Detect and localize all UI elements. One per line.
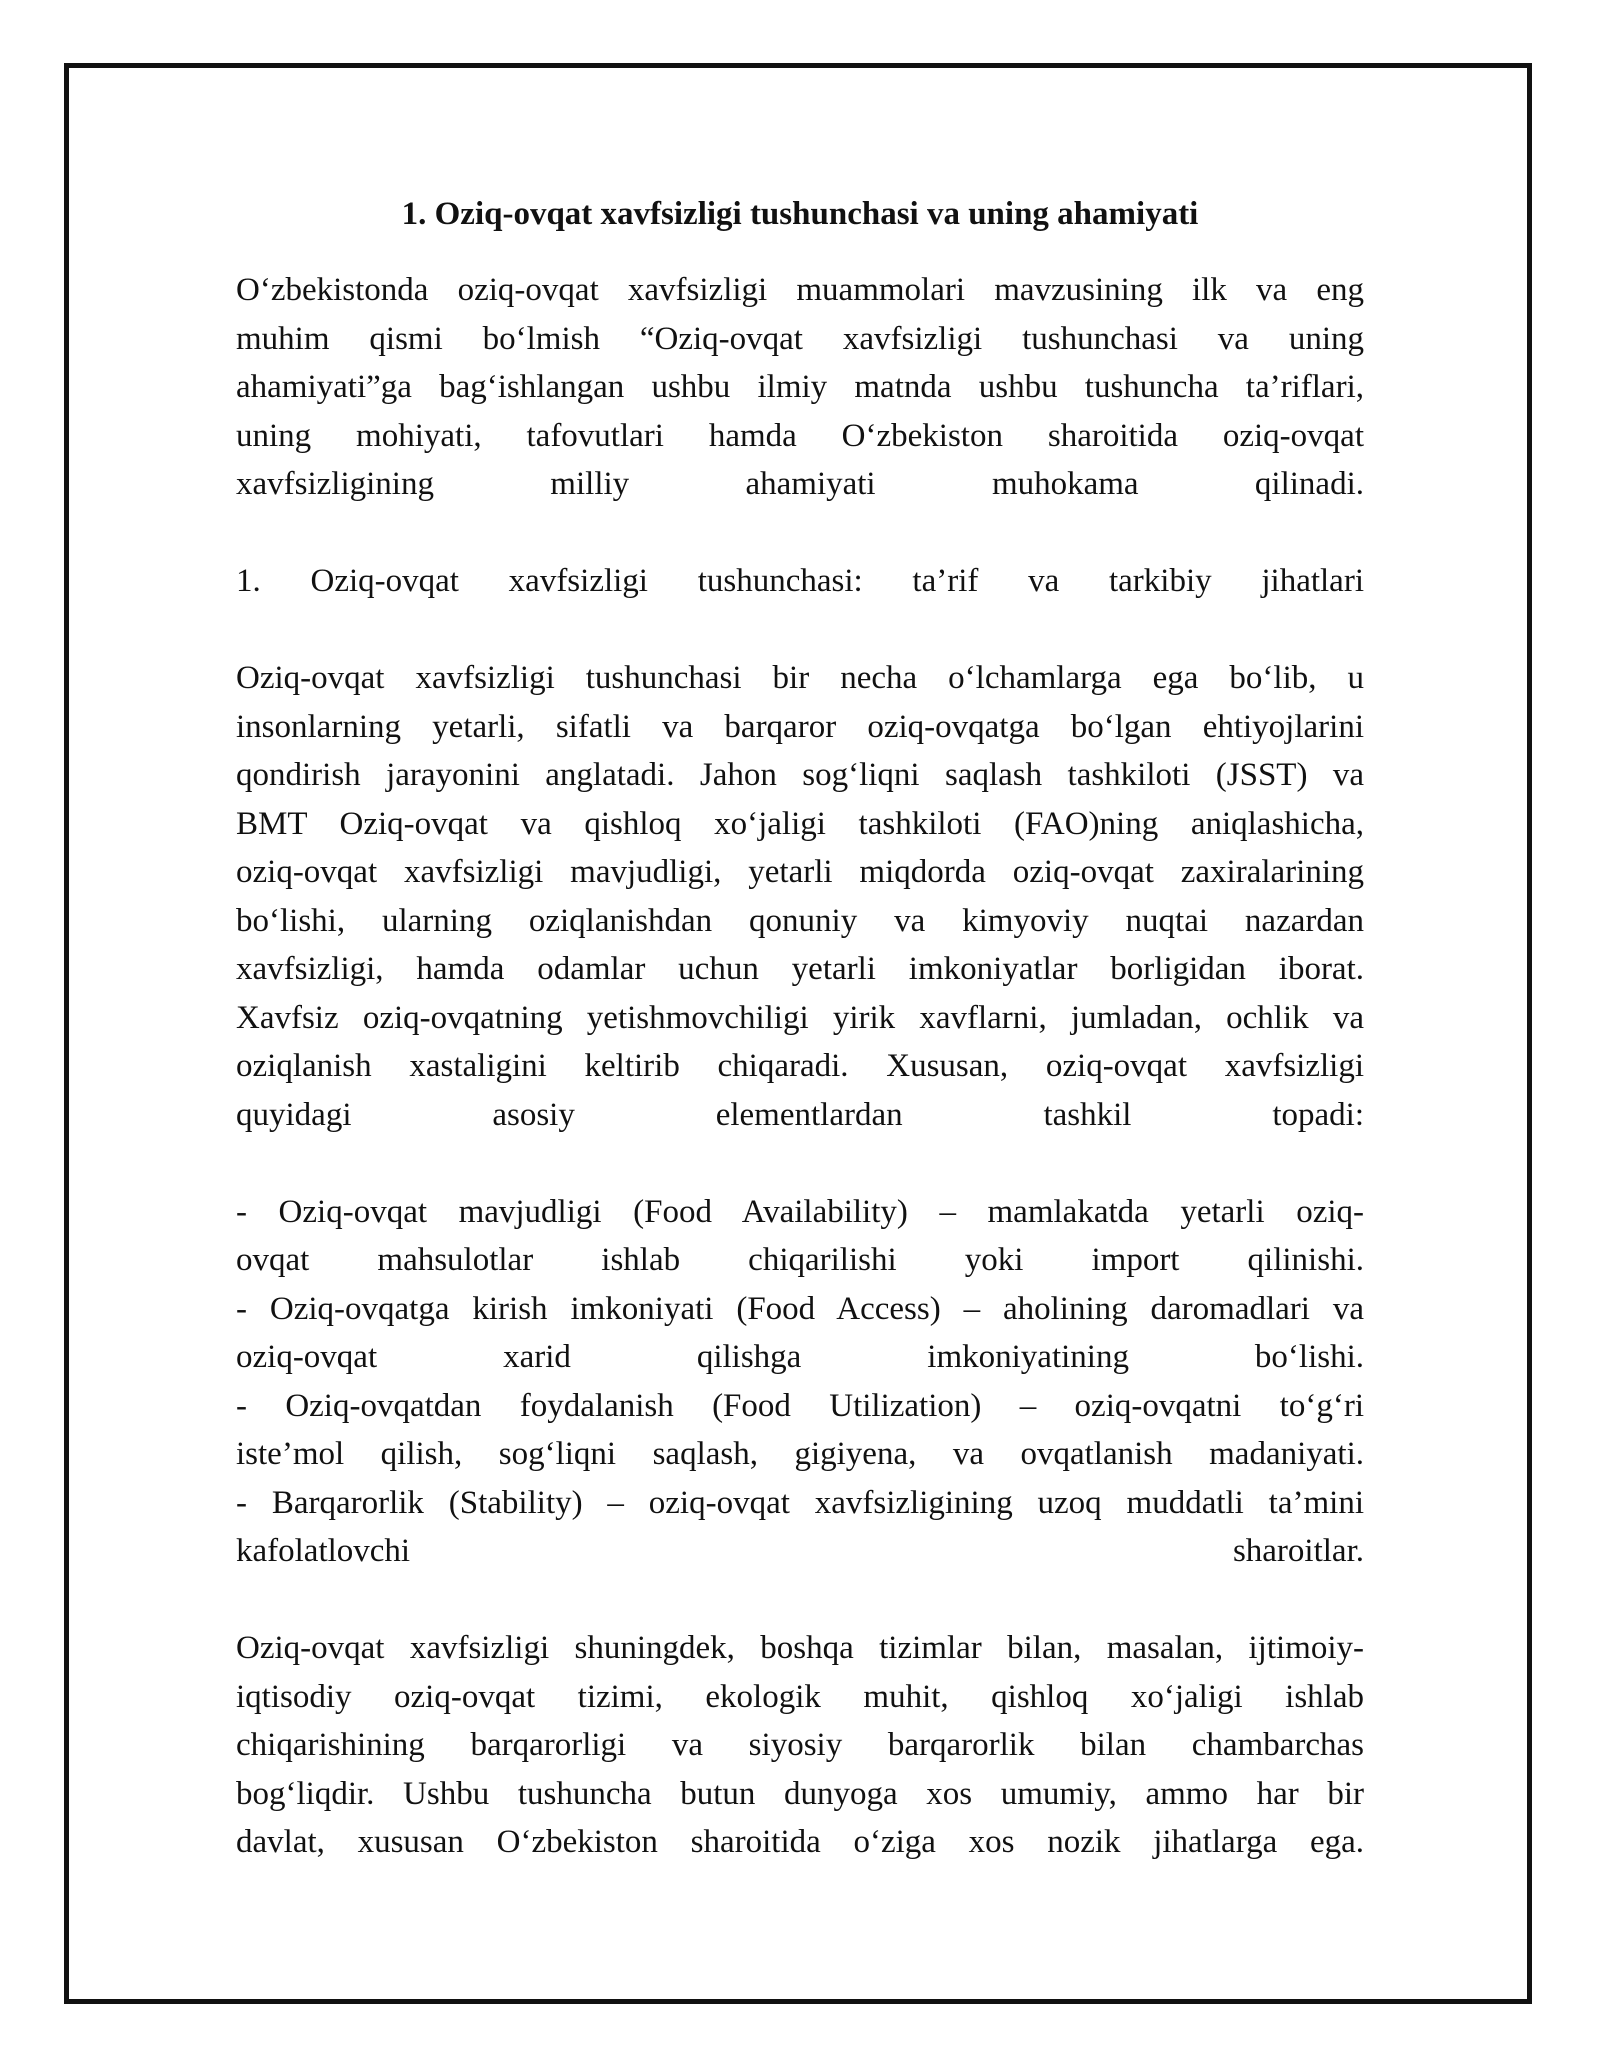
list-item-line: kafolatlovchi sharoitlar. (236, 1533, 1364, 1569)
list-item-line: - Oziq-ovqatga kirish imkoniyati (Food Access) – aholining daromadlari va (236, 1290, 1364, 1327)
intro-paragraph (236, 266, 1364, 509)
body-line: qondirish jarayonini anglatadi. Jahon sog‘liqni saqlash tashkiloti (JSST) va (236, 757, 1364, 793)
body-line: insonlarning yetarli, sifatli va barqaror oziq-ovqatga bo‘lgan ehtiyojlarini (236, 708, 1364, 745)
closing-line: iqtisodiy oziq-ovqat tizimi, ekologik muhit, qishloq xo‘jaligi ishlab (236, 1678, 1364, 1715)
closing-line: bog‘liqdir. Ushbu tushuncha butun dunyoga xos umumiy, ammo har bir (236, 1775, 1364, 1812)
body-line: quyidagi asosiy elementlardan tashkil topadi: (236, 1096, 1364, 1133)
section-heading: 1. Oziq-ovqat xavfsizligi tushunchasi: ta’rif va tarkibiy jihatlari (236, 563, 1364, 599)
closing-line: chiqarishining barqarorligi va siyosiy barqarorlik bilan chambarchas (236, 1727, 1364, 1763)
closing-line: davlat, xususan O‘zbekiston sharoitida o‘ziga xos nozik jihatlarga ega. (236, 1824, 1364, 1860)
intro-line: xavfsizligining milliy ahamiyati muhokama qilinadi. (236, 466, 1364, 502)
section-heading-paragraph (236, 557, 1364, 606)
document-title: 1. Oziq-ovqat xavfsizligi tushunchasi va uning ahamiyati (401, 196, 1199, 232)
intro-line: O‘zbekistonda oziq-ovqat xavfsizligi muammolari mavzusining ilk va eng (236, 272, 1364, 308)
body-line: xavfsizligi, hamda odamlar uchun yetarli imkoniyatlar borligidan iborat. (236, 951, 1364, 987)
list-item-line: - Oziq-ovqat mavjudligi (Food Availability) – mamlakatda yetarli oziq- (236, 1193, 1364, 1230)
document-body (236, 190, 1364, 1915)
intro-line: ahamiyati”ga bag‘ishlangan ushbu ilmiy matnda ushbu tushuncha ta’riflari, (236, 369, 1364, 405)
elements-list (236, 1188, 1364, 1576)
closing-line: Oziq-ovqat xavfsizligi shuningdek, boshqa tizimlar bilan, masalan, ijtimoiy- (236, 1630, 1364, 1666)
body-line: bo‘lishi, ularning oziqlanishdan qonuniy va kimyoviy nuqtai nazardan (236, 902, 1364, 939)
intro-line: muhim qismi bo‘lmish “Oziq-ovqat xavfsizligi tushunchasi va uning (236, 320, 1364, 357)
body-line: oziqlanish xastaligini keltirib chiqaradi. Xususan, oziq-ovqat xavfsizligi (236, 1048, 1364, 1084)
body-line: Oziq-ovqat xavfsizligi tushunchasi bir necha o‘lchamlarga ega bo‘lib, u (236, 660, 1364, 696)
closing-paragraph (236, 1624, 1364, 1867)
body-line: BMT Oziq-ovqat va qishloq xo‘jaligi tashkiloti (FAO)ning aniqlashicha, (236, 805, 1364, 842)
body-line: Xavfsiz oziq-ovqatning yetishmovchiligi yirik xavflarni, jumladan, ochlik va (236, 999, 1364, 1036)
intro-line: uning mohiyati, tafovutlari hamda O‘zbekiston sharoitida oziq-ovqat (236, 417, 1364, 454)
list-item-line: - Barqarorlik (Stability) – oziq-ovqat xavfsizligining uzoq muddatli ta’mini (236, 1484, 1364, 1521)
list-item-line: ovqat mahsulotlar ishlab chiqarilishi yoki import qilinishi. (236, 1242, 1364, 1278)
list-item-line: iste’mol qilish, sog‘liqni saqlash, gigiyena, va ovqatlanish madaniyati. (236, 1436, 1364, 1472)
list-item-line: oziq-ovqat xarid qilishga imkoniyatining bo‘lishi. (236, 1339, 1364, 1375)
body-line: oziq-ovqat xavfsizligi mavjudligi, yetarli miqdorda oziq-ovqat zaxiralarining (236, 854, 1364, 890)
list-item-line: - Oziq-ovqatdan foydalanish (Food Utilization) – oziq-ovqatni to‘g‘ri (236, 1387, 1364, 1424)
definition-paragraph (236, 654, 1364, 1139)
